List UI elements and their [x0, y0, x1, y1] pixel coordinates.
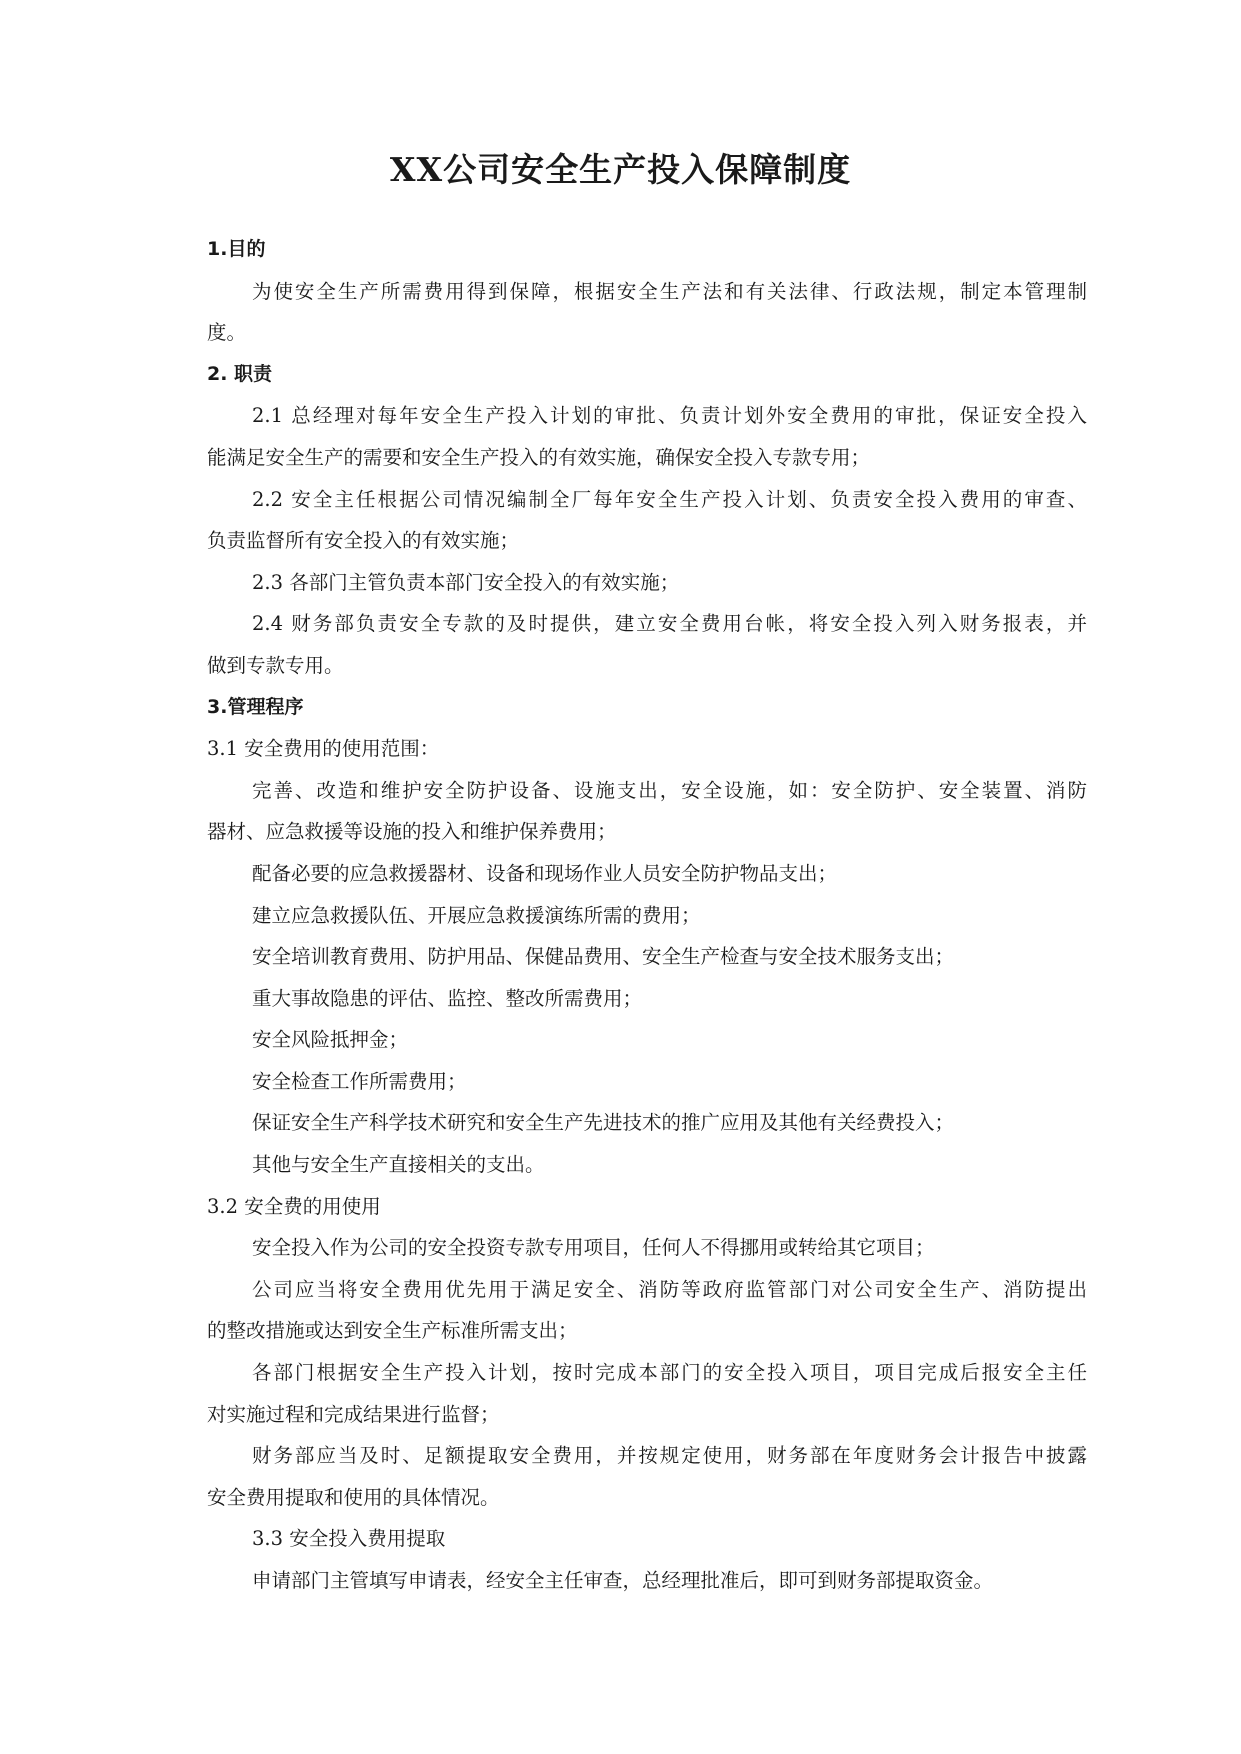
paragraph-line: 做到专款专用。: [207, 653, 344, 677]
paragraph-line: 其他与安全生产直接相关的支出。: [252, 1153, 545, 1177]
paragraph-line: 负责监督所有安全投入的有效实施；: [207, 529, 520, 553]
section-heading-purpose: 1.目的: [207, 238, 266, 260]
paragraph-line: 建立应急救援队伍、开展应急救援演练所需的费用；: [252, 903, 701, 927]
paragraph-line: 为使安全生产所需费用得到保障，根据安全生产法和有关法律、行政法规，制定本管理制: [252, 279, 1087, 303]
paragraph-line: 安全培训教育费用、防护用品、保健品费用、安全生产检查与安全技术服务支出；: [252, 945, 955, 969]
paragraph-line: 安全风险抵押金；: [252, 1028, 409, 1052]
paragraph-line: 配备必要的应急救援器材、设备和现场作业人员安全防护物品支出；: [252, 861, 838, 885]
paragraph-line: 完善、改造和维护安全防护设备、设施支出，安全设施，如：安全防护、安全装置、消防: [252, 778, 1087, 802]
paragraph-line: 对实施过程和完成结果进行监督；: [207, 1402, 500, 1426]
document-body: [207, 229, 1087, 1602]
paragraph-line: 申请部门主管填写申请表，经安全主任审查，总经理批准后，即可到财务部提取资金。: [252, 1569, 994, 1592]
subsection-heading: 3.3 安全投入费用提取: [252, 1527, 446, 1551]
paragraph-line: 公司应当将安全费用优先用于满足安全、消防等政府监管部门对公司安全生产、消防提出: [252, 1277, 1087, 1301]
paragraph-line: 度。: [207, 321, 247, 345]
document-title: XX公司安全生产投入保障制度: [389, 150, 852, 189]
paragraph-line: 的整改措施或达到安全生产标准所需支出；: [207, 1319, 578, 1343]
subsection-heading: 3.1 安全费用的使用范围：: [207, 737, 440, 761]
paragraph-line: 2.2 安全主任根据公司情况编制全厂每年安全生产投入计划、负责安全投入费用的审查、: [252, 487, 1087, 511]
paragraph-line: 重大事故隐患的评估、监控、整改所需费用；: [252, 986, 643, 1010]
paragraph-line: 2.4 财务部负责安全专款的及时提供，建立安全费用台帐，将安全投入列入财务报表，并: [252, 612, 1087, 636]
paragraph-line: 安全费用提取和使用的具体情况。: [207, 1485, 500, 1509]
paragraph-line: 财务部应当及时、足额提取安全费用，并按规定使用，财务部在年度财务会计报告中披露: [252, 1444, 1087, 1468]
paragraph-line: 安全投入作为公司的安全投资专款专用项目，任何人不得挪用或转给其它项目；: [252, 1236, 935, 1260]
paragraph-line: 2.1 总经理对每年安全生产投入计划的审批、负责计划外安全费用的审批，保证安全投入: [252, 404, 1087, 428]
paragraph-line: 2.3 各部门主管负责本部门安全投入的有效实施；: [252, 570, 680, 594]
paragraph-line: 各部门根据安全生产投入计划，按时完成本部门的安全投入项目，项目完成后报安全主任: [252, 1361, 1087, 1385]
paragraph-line: 安全检查工作所需费用；: [252, 1069, 467, 1093]
section-heading-procedure: 3.管理程序: [207, 695, 304, 718]
paragraph-line: 器材、应急救援等设施的投入和维护保养费用；: [207, 820, 617, 844]
section-heading-duties: 2. 职责: [207, 362, 273, 385]
subsection-heading: 3.2 安全费的用使用: [207, 1194, 381, 1218]
paragraph-line: 保证安全生产科学技术研究和安全生产先进技术的推广应用及其他有关经费投入；: [252, 1111, 955, 1135]
paragraph-line: 能满足安全生产的需要和安全生产投入的有效实施，确保安全投入专款专用；: [207, 445, 871, 469]
